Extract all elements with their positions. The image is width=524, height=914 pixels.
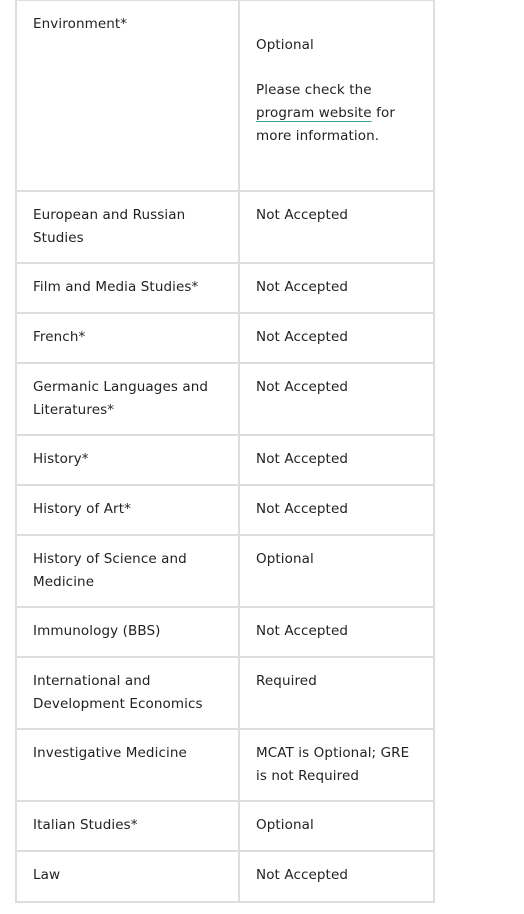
program-name: Investigative Medicine xyxy=(33,745,187,761)
table-row xyxy=(16,535,434,607)
table-row xyxy=(16,607,434,657)
requirements-table xyxy=(15,0,435,903)
requirement-value: Not Accepted xyxy=(256,623,349,639)
program-name: International and Development Economics xyxy=(33,673,203,712)
requirement-value: Not Accepted xyxy=(256,207,349,223)
requirement-value: Optional xyxy=(256,817,314,833)
program-cell xyxy=(16,729,239,801)
requirement-value: Not Accepted xyxy=(256,279,349,295)
program-cell xyxy=(16,535,239,607)
note-text-before: Please check the xyxy=(256,82,372,98)
requirement-value: Not Accepted xyxy=(256,501,349,517)
program-cell xyxy=(16,657,239,729)
requirement-cell xyxy=(239,657,434,729)
program-name: History of Science and Medicine xyxy=(33,551,187,590)
requirement-value: Not Accepted xyxy=(256,451,349,467)
program-cell xyxy=(16,851,239,902)
program-name: History* xyxy=(33,451,89,467)
requirement-cell xyxy=(239,851,434,902)
requirement-cell xyxy=(239,801,434,851)
table-row xyxy=(16,263,434,313)
table-row xyxy=(16,801,434,851)
requirement-note xyxy=(256,79,423,148)
requirement-cell xyxy=(239,263,434,313)
requirement-cell xyxy=(239,729,434,801)
table-row xyxy=(16,851,434,902)
requirement-value: Not Accepted xyxy=(256,867,349,883)
requirement-cell xyxy=(239,0,434,191)
note-text-after: for more information. xyxy=(256,105,395,144)
program-name: Law xyxy=(33,867,61,883)
program-cell xyxy=(16,191,239,263)
program-cell xyxy=(16,313,239,363)
program-name: Germanic Languages and Literatures* xyxy=(33,379,209,418)
requirement-value: Optional xyxy=(256,37,314,53)
program-name: Immunology (BBS) xyxy=(33,623,161,639)
requirement-value: Not Accepted xyxy=(256,379,349,395)
table-row xyxy=(16,435,434,485)
requirement-value: Not Accepted xyxy=(256,329,349,345)
requirement-cell xyxy=(239,313,434,363)
program-name: Italian Studies* xyxy=(33,817,138,833)
program-cell xyxy=(16,363,239,435)
program-cell xyxy=(16,435,239,485)
program-name: History of Art* xyxy=(33,501,131,517)
table-row xyxy=(16,363,434,435)
program-cell xyxy=(16,263,239,313)
program-name: Environment* xyxy=(33,16,128,32)
program-name: Film and Media Studies* xyxy=(33,279,199,295)
table-row xyxy=(16,657,434,729)
requirement-cell xyxy=(239,535,434,607)
program-website-link[interactable]: program website xyxy=(256,105,372,121)
requirement-value: Required xyxy=(256,673,317,689)
program-name: French* xyxy=(33,329,86,345)
program-cell xyxy=(16,607,239,657)
requirement-cell xyxy=(239,363,434,435)
requirement-value: Optional xyxy=(256,551,314,567)
table-row xyxy=(16,191,434,263)
requirement-value: MCAT is Optional; GRE is not Required xyxy=(256,745,410,784)
requirement-cell xyxy=(239,485,434,535)
table-row xyxy=(16,729,434,801)
requirement-cell xyxy=(239,607,434,657)
requirement-cell xyxy=(239,191,434,263)
requirement-cell xyxy=(239,435,434,485)
table-row xyxy=(16,313,434,363)
program-cell xyxy=(16,801,239,851)
table-row xyxy=(16,485,434,535)
program-cell xyxy=(16,485,239,535)
table-row xyxy=(16,0,434,191)
program-cell xyxy=(16,0,239,191)
program-name: European and Russian Studies xyxy=(33,207,186,246)
